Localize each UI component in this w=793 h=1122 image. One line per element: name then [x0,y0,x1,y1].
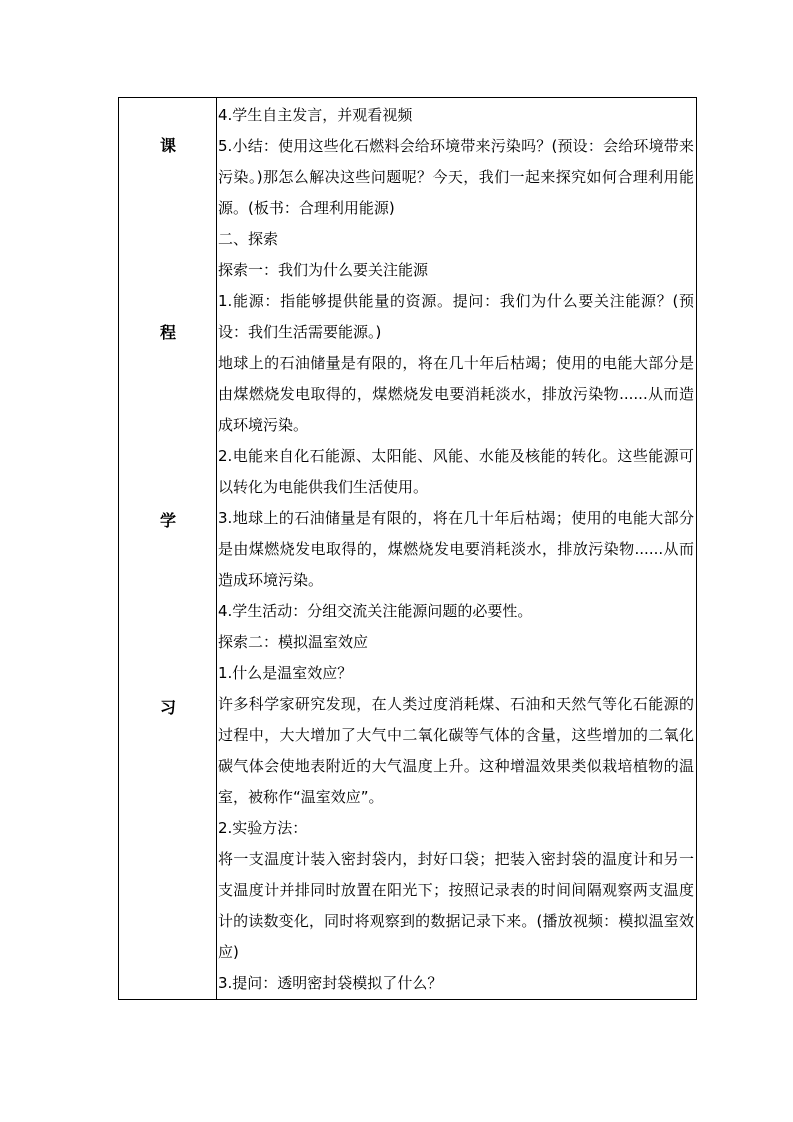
heading-explore-two: 探索二：模拟温室效应 [218,633,369,651]
section-label-ke: 课 [159,136,176,155]
heading-explore-one: 探索一：我们为什么要关注能源 [218,261,429,279]
section-label-column [119,98,217,999]
paragraph-student-speech: 4.学生自主发言，并观看视频 [218,106,413,124]
paragraph-final-question: 3.提问：透明密封袋模拟了什么？ [218,974,443,992]
heading-explore: 二、探索 [218,230,279,248]
section-label-xue: 学 [159,511,176,530]
paragraph-greenhouse-question: 1.什么是温室效应？ [218,664,353,682]
paragraph-electricity-sources: 2.电能来自化石能源、太阳能、风能、水能及核能的转化。这些能源可以转化为电能供我们生活使用。 [218,447,694,496]
section-label-cheng: 程 [159,323,176,342]
heading-experiment-method: 2.实验方法： [218,819,308,837]
paragraph-experiment-steps: 将一支温度计装入密封袋内，封好口袋；把装入密封袋的温度计和另一支温度计并排同时放置在阳光下；按照记录表的时间间隔观察两支温度计的读数变化，同时将观察到的数据记录下来。(播放视频：模拟温室效应) [218,850,694,961]
paragraph-student-activity: 4.学生活动：分组交流关注能源问题的必要性。 [218,602,533,620]
section-label-xi: 习 [159,698,176,717]
paragraph-energy-definition: 1.能源：指能够提供能量的资源。提问：我们为什么要关注能源？(预设：我们生活需要能源。) [218,292,694,341]
lesson-table [118,97,697,1000]
paragraph-oil-reserves-repeat: 3.地球上的石油储量是有限的，将在几十年后枯竭；使用的电能大部分是由煤燃烧发电取得的，煤燃烧发电要消耗淡水，排放污染物......从而造成环境污染。 [218,509,694,589]
paragraph-summary: 5.小结：使用这些化石燃料会给环境带来污染吗？(预设：会给环境带来污染。)那怎么解决这些问题呢？今天，我们一起来探究如何合理利用能源。(板书：合理利用能源) [218,137,694,217]
lesson-content [218,98,696,999]
paragraph-oil-reserves: 地球上的石油储量是有限的，将在几十年后枯竭；使用的电能大部分是由煤燃烧发电取得的，煤燃烧发电要消耗淡水，排放污染物......从而造成环境污染。 [218,354,694,434]
paragraph-greenhouse-explanation: 许多科学家研究发现，在人类过度消耗煤、石油和天然气等化石能源的过程中，大大增加了大气中二氧化碳等气体的含量，这些增加的二氧化碳气体会使地表附近的大气温度上升。这种增温效果类似栽培植物的温室，被称作“温室效应”。 [218,695,694,806]
